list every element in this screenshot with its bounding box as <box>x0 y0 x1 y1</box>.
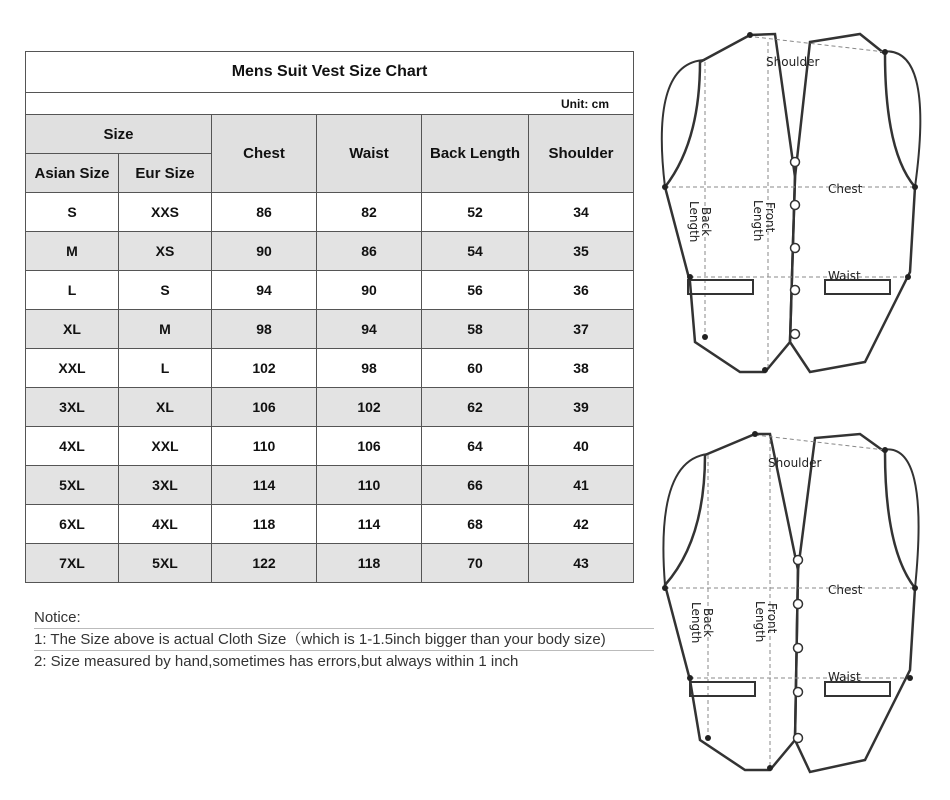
chest-label-top: Chest <box>828 182 863 196</box>
eur-size-cell: XXL <box>119 427 212 466</box>
chest-cell: 106 <box>212 388 317 427</box>
back-length-label-top <box>687 201 713 242</box>
back-length-cell: 64 <box>422 427 529 466</box>
waist-cell: 98 <box>317 349 422 388</box>
size-chart-table <box>25 51 634 583</box>
chest-header: Chest <box>212 115 317 193</box>
waist-cell: 86 <box>317 232 422 271</box>
waist-header: Waist <box>317 115 422 193</box>
chest-cell: 98 <box>212 310 317 349</box>
eur-size-cell: XXS <box>119 193 212 232</box>
back-length-cell: 60 <box>422 349 529 388</box>
chest-cell: 110 <box>212 427 317 466</box>
eur-size-cell: XS <box>119 232 212 271</box>
table-row <box>26 544 634 583</box>
svg-text:Back: Back <box>699 207 713 237</box>
asian-size-cell: 5XL <box>26 466 119 505</box>
shoulder-label-bottom: Shoulder <box>768 456 822 470</box>
back-length-cell: 62 <box>422 388 529 427</box>
table-row <box>26 466 634 505</box>
asian-size-cell: 4XL <box>26 427 119 466</box>
table-row <box>26 310 634 349</box>
eur-size-header: Eur Size <box>119 154 212 193</box>
asian-size-cell: XXL <box>26 349 119 388</box>
asian-size-cell: 7XL <box>26 544 119 583</box>
table-row <box>26 427 634 466</box>
unit-label: Unit: cm <box>26 93 634 115</box>
eur-size-cell: 4XL <box>119 505 212 544</box>
svg-text:Back: Back <box>701 608 715 638</box>
svg-text:Length: Length <box>687 201 701 243</box>
table-row <box>26 388 634 427</box>
back-length-header: Back Length <box>422 115 529 193</box>
asian-size-cell: S <box>26 193 119 232</box>
notice-line-2: 2: Size measured by hand,sometimes has errors,but always within 1 inch <box>34 653 519 670</box>
notice-section <box>34 607 654 672</box>
table-row <box>26 505 634 544</box>
chest-cell: 118 <box>212 505 317 544</box>
front-length-label-top <box>751 200 777 241</box>
shoulder-cell: 38 <box>529 349 634 388</box>
table-row <box>26 193 634 232</box>
back-length-cell: 68 <box>422 505 529 544</box>
unit-row <box>26 93 634 115</box>
shoulder-cell: 37 <box>529 310 634 349</box>
svg-text:Front: Front <box>765 603 779 634</box>
asian-size-cell: L <box>26 271 119 310</box>
asian-size-cell: M <box>26 232 119 271</box>
eur-size-cell: 3XL <box>119 466 212 505</box>
vest-diagram-bottom <box>650 420 950 790</box>
svg-text:Length: Length <box>751 200 765 242</box>
shoulder-cell: 42 <box>529 505 634 544</box>
shoulder-cell: 35 <box>529 232 634 271</box>
waist-cell: 90 <box>317 271 422 310</box>
back-length-label-bottom <box>689 602 715 643</box>
eur-size-cell: 5XL <box>119 544 212 583</box>
shoulder-cell: 40 <box>529 427 634 466</box>
table-title-row <box>26 52 634 93</box>
asian-size-cell: XL <box>26 310 119 349</box>
shoulder-label-top: Shoulder <box>766 55 820 69</box>
vest-outline-top <box>650 22 950 384</box>
notice-title: Notice: <box>34 607 654 629</box>
shoulder-cell: 43 <box>529 544 634 583</box>
chest-label-bottom: Chest <box>828 583 863 597</box>
waist-cell: 110 <box>317 466 422 505</box>
table-row <box>26 232 634 271</box>
chest-cell: 114 <box>212 466 317 505</box>
shoulder-header: Shoulder <box>529 115 634 193</box>
back-length-cell: 52 <box>422 193 529 232</box>
waist-cell: 118 <box>317 544 422 583</box>
chest-cell: 122 <box>212 544 317 583</box>
back-length-cell: 66 <box>422 466 529 505</box>
svg-text:Length: Length <box>689 602 703 644</box>
waist-label-top: Waist <box>828 269 861 283</box>
chest-cell: 94 <box>212 271 317 310</box>
back-length-cell: 70 <box>422 544 529 583</box>
eur-size-cell: S <box>119 271 212 310</box>
vest-diagram-top <box>650 22 950 384</box>
asian-size-cell: 6XL <box>26 505 119 544</box>
svg-text:Front: Front <box>763 202 777 233</box>
chart-title: Mens Suit Vest Size Chart <box>26 52 634 93</box>
back-length-cell: 56 <box>422 271 529 310</box>
svg-text:Length: Length <box>753 601 767 643</box>
back-length-cell: 58 <box>422 310 529 349</box>
waist-cell: 94 <box>317 310 422 349</box>
waist-cell: 102 <box>317 388 422 427</box>
shoulder-cell: 34 <box>529 193 634 232</box>
waist-label-bottom: Waist <box>828 670 861 684</box>
waist-cell: 82 <box>317 193 422 232</box>
asian-size-header: Asian Size <box>26 154 119 193</box>
header-row <box>26 115 634 154</box>
shoulder-cell: 39 <box>529 388 634 427</box>
eur-size-cell: XL <box>119 388 212 427</box>
chest-cell: 86 <box>212 193 317 232</box>
waist-cell: 114 <box>317 505 422 544</box>
table-row <box>26 271 634 310</box>
table-row <box>26 349 634 388</box>
waist-cell: 106 <box>317 427 422 466</box>
back-length-cell: 54 <box>422 232 529 271</box>
asian-size-cell: 3XL <box>26 388 119 427</box>
eur-size-cell: L <box>119 349 212 388</box>
vest-outline-bottom <box>650 420 950 790</box>
size-header: Size <box>26 115 212 154</box>
chest-cell: 102 <box>212 349 317 388</box>
notice-line-1: 1: The Size above is actual Cloth Size（which is 1-1.5inch bigger than your body size) <box>34 629 654 651</box>
chest-cell: 90 <box>212 232 317 271</box>
front-length-label-bottom <box>753 601 779 642</box>
eur-size-cell: M <box>119 310 212 349</box>
shoulder-cell: 41 <box>529 466 634 505</box>
shoulder-cell: 36 <box>529 271 634 310</box>
